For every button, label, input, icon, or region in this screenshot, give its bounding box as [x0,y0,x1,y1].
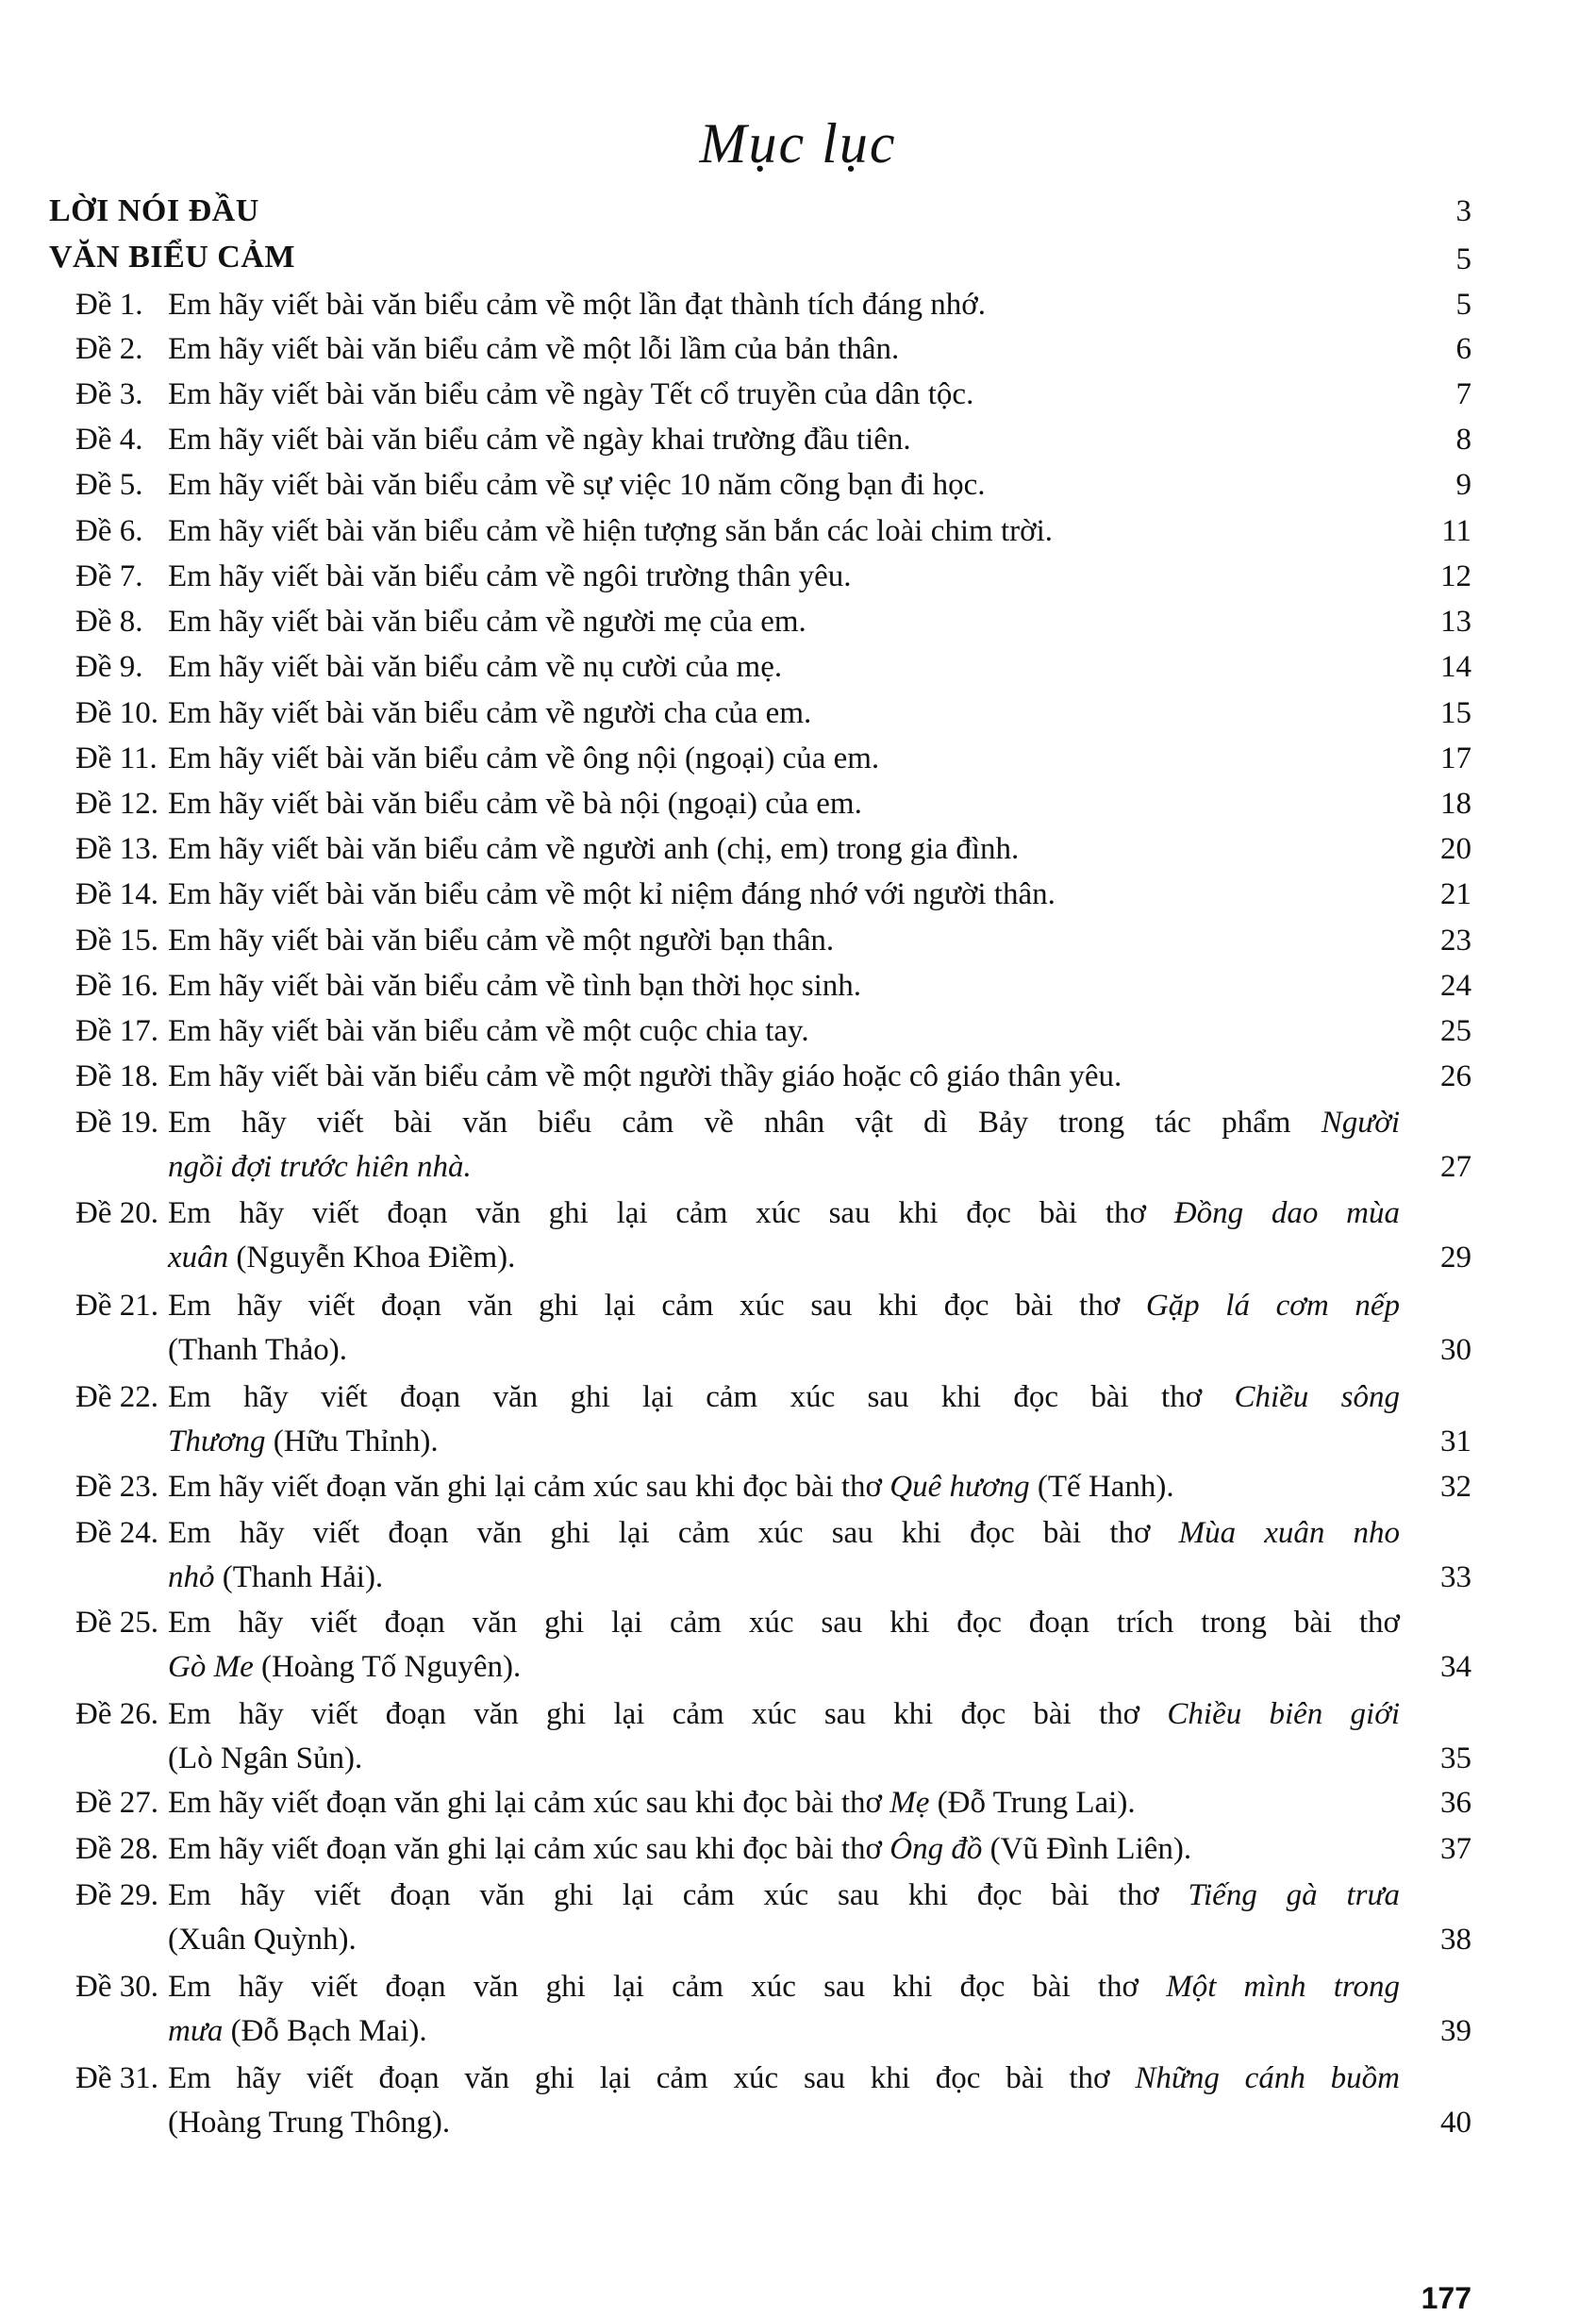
entry-title-continued [168,1425,439,1459]
entry-number: Đề 11. [75,741,158,775]
entry-page-number: 5 [1455,288,1471,322]
entry-title-continued [168,1333,347,1368]
entry-number: Đề 1. [75,288,143,322]
entry-number: Đề 28. [75,1832,158,1866]
entry-title [168,1606,1400,1641]
entry-title-text: Em hãy viết bài văn biểu cảm về tình bạn thời học sinh. [168,969,862,1003]
entry-title-text: Em hãy viết đoạn văn ghi lại cảm xúc sau khi đọc bài thơ [168,1970,1139,2004]
entry-title-text: Em hãy viết bài văn biểu cảm về ngày khai trường đầu tiên. [168,423,911,457]
entry-title [168,377,1400,412]
entry-title [168,1380,1400,1415]
entry-title [168,1516,1400,1551]
work-author: (Đỗ Trung Lai). [929,1786,1136,1820]
entry-page-number: 21 [1440,877,1471,911]
entry-title-text: Em hãy viết đoạn văn ghi lại cảm xúc sau khi đọc bài thơ [168,1786,883,1820]
entry-title [168,924,1400,958]
entry-title-text: Em hãy viết bài văn biểu cảm về một người thầy giáo hoặc cô giáo thân yêu. [168,1059,1122,1093]
entry-number: Đề 3. [75,377,143,411]
entry-title [168,1970,1400,2005]
work-title: Chiều biên giới [1167,1697,1400,1731]
entry-page-number: 38 [1440,1923,1471,1957]
work-author: (Vũ Đình Liên). [982,1832,1192,1866]
entry-page-number: 24 [1440,969,1471,1003]
entry-page-number: 17 [1440,741,1471,775]
entry-title-text: Em hãy viết đoạn văn ghi lại cảm xúc sau khi đọc bài thơ [168,1832,883,1866]
entry-number: Đề 18. [75,1059,158,1093]
entry-title [168,288,1400,323]
entry-number: Đề 6. [75,514,143,548]
entry-title-continued [168,1241,515,1275]
page-title: Mục lục [699,112,897,175]
work-author: (Xuân Quỳnh). [168,1923,357,1957]
entry-number: Đề 27. [75,1786,158,1820]
work-title: ngồi đợi trước hiên nhà. [168,1150,472,1184]
entry-number: Đề 10. [75,696,158,730]
entry-title-text: Em hãy viết đoạn văn ghi lại cảm xúc sau khi đọc đoạn trích trong bài thơ [168,1606,1400,1640]
entry-number: Đề 5. [75,468,143,502]
entry-page-number: 8 [1455,423,1471,457]
entry-number: Đề 19. [75,1106,158,1140]
entry-title [168,1014,1400,1049]
entry-page-number: 15 [1440,696,1471,730]
entry-page-number: 40 [1440,2106,1471,2140]
entry-title-continued [168,1560,383,1595]
entry-title-continued [168,1923,357,1958]
work-title: Những cánh buồm [1135,2061,1400,2095]
entry-title-continued [168,2014,427,2049]
entry-title [168,1289,1400,1324]
section-page-number: 5 [1455,242,1471,276]
entry-page-number: 31 [1440,1425,1471,1458]
work-title: xuân [168,1241,229,1275]
work-author: (Hoàng Trung Thông). [168,2106,451,2140]
work-author: (Hoàng Tố Nguyên). [253,1650,522,1684]
entry-number: Đề 17. [75,1014,158,1048]
entry-title [168,1106,1400,1141]
entry-number: Đề 20. [75,1196,158,1230]
work-title: nhỏ [168,1560,215,1594]
entry-title [168,696,1400,731]
work-title: Thương [168,1425,266,1458]
entry-number: Đề 2. [75,332,143,366]
entry-title-text: Em hãy viết đoạn văn ghi lại cảm xúc sau khi đọc bài thơ [168,1697,1140,1731]
work-title: Mùa xuân nho [1178,1516,1400,1550]
work-title: Gặp lá cơm nếp [1145,1289,1400,1323]
entry-title [168,1470,1400,1505]
entry-title [168,1059,1400,1094]
entry-number: Đề 9. [75,650,143,684]
entry-title-text: Em hãy viết đoạn văn ghi lại cảm xúc sau khi đọc bài thơ [168,2061,1110,2095]
entry-page-number: 18 [1440,787,1471,821]
entry-title-text: Em hãy viết đoạn văn ghi lại cảm xúc sau khi đọc bài thơ [168,1289,1121,1323]
section-heading: VĂN BIỂU CẢM [49,240,295,275]
entry-number: Đề 15. [75,924,158,958]
entry-title [168,468,1400,503]
section-heading: LỜI NÓI ĐẦU [49,193,259,228]
entry-title [168,559,1400,594]
entry-number: Đề 14. [75,877,158,911]
entry-page-number: 25 [1440,1014,1471,1048]
entry-number: Đề 29. [75,1878,158,1912]
entry-page-number: 13 [1440,605,1471,639]
entry-title-text: Em hãy viết bài văn biểu cảm về nhân vật dì Bảy trong tác phẩm [168,1106,1291,1140]
entry-number: Đề 4. [75,423,143,457]
work-title: Mẹ [889,1786,930,1820]
entry-page-number: 20 [1440,832,1471,866]
entry-page-number: 9 [1455,468,1471,502]
entry-title [168,1832,1400,1867]
section-page-number: 3 [1455,194,1471,228]
entry-title [168,605,1400,640]
entry-title [168,650,1400,685]
entry-page-number: 34 [1440,1650,1471,1684]
entry-title [168,741,1400,776]
entry-page-number: 14 [1440,650,1471,684]
entry-title-continued [168,1150,472,1185]
entry-page-number: 39 [1440,2014,1471,2048]
entry-page-number: 37 [1440,1832,1471,1866]
entry-title-text: Em hãy viết bài văn biểu cảm về bà nội (ngoại) của em. [168,787,862,821]
work-title: Quê hương [889,1470,1030,1504]
entry-title [168,877,1400,912]
entry-page-number: 35 [1440,1741,1471,1775]
entry-title-text: Em hãy viết bài văn biểu cảm về ông nội (ngoại) của em. [168,741,880,775]
work-title: Ông đồ [889,1832,983,1866]
work-title: Người [1321,1106,1400,1140]
entry-title-continued [168,1650,521,1685]
work-author: (Đỗ Bạch Mai). [223,2014,427,2048]
entry-title [168,332,1400,367]
entry-page-number: 36 [1440,1786,1471,1820]
work-title: Tiếng gà trưa [1188,1878,1400,1912]
entry-title [168,1196,1400,1231]
entry-number: Đề 7. [75,559,143,593]
entry-title [168,2061,1400,2096]
entry-title-text: Em hãy viết bài văn biểu cảm về người mẹ của em. [168,605,806,639]
entry-number: Đề 31. [75,2061,158,2095]
work-author: (Hữu Thỉnh). [265,1425,439,1458]
work-title: Đồng dao mùa [1173,1196,1400,1230]
entry-title [168,423,1400,458]
work-title: Một mình trong [1166,1970,1400,2004]
entry-title-text: Em hãy viết đoạn văn ghi lại cảm xúc sau khi đọc bài thơ [168,1196,1146,1230]
entry-title-text: Em hãy viết bài văn biểu cảm về nụ cười của mẹ. [168,650,783,684]
work-title: Chiều sông [1234,1380,1400,1414]
entry-page-number: 11 [1441,514,1471,548]
entry-number: Đề 26. [75,1697,158,1731]
entry-title-text: Em hãy viết đoạn văn ghi lại cảm xúc sau khi đọc bài thơ [168,1380,1203,1414]
entry-number: Đề 13. [75,832,158,866]
entry-number: Đề 25. [75,1606,158,1640]
entry-page-number: 33 [1440,1560,1471,1594]
entry-title-text: Em hãy viết bài văn biểu cảm về người anh (chị, em) trong gia đình. [168,832,1020,866]
entry-title-text: Em hãy viết bài văn biểu cảm về ngôi trường thân yêu. [168,559,852,593]
entry-title [168,787,1400,822]
entry-number: Đề 24. [75,1516,158,1550]
entry-page-number: 29 [1440,1241,1471,1275]
entry-title-text: Em hãy viết đoạn văn ghi lại cảm xúc sau khi đọc bài thơ [168,1516,1151,1550]
entry-number: Đề 23. [75,1470,158,1504]
entry-number: Đề 30. [75,1970,158,2004]
entry-title-text: Em hãy viết bài văn biểu cảm về một người bạn thân. [168,924,835,958]
entry-title-text: Em hãy viết đoạn văn ghi lại cảm xúc sau khi đọc bài thơ [168,1878,1159,1912]
entry-number: Đề 21. [75,1289,158,1323]
entry-page-number: 7 [1455,377,1471,411]
work-author: (Tế Hanh). [1029,1470,1174,1504]
entry-title-text: Em hãy viết bài văn biểu cảm về người cha của em. [168,696,812,730]
work-author: (Lò Ngân Sủn). [168,1741,363,1775]
entry-title [168,832,1400,867]
entry-title-text: Em hãy viết bài văn biểu cảm về hiện tượng săn bắn các loài chim trời. [168,514,1053,548]
entry-title-text: Em hãy viết bài văn biểu cảm về ngày Tết cổ truyền của dân tộc. [168,377,974,411]
entry-page-number: 6 [1455,332,1471,366]
entry-page-number: 23 [1440,924,1471,958]
entry-title-text: Em hãy viết bài văn biểu cảm về một lần đạt thành tích đáng nhớ. [168,288,986,322]
entry-page-number: 27 [1440,1150,1471,1184]
entry-title-text: Em hãy viết bài văn biểu cảm về sự việc 10 năm cõng bạn đi học. [168,468,986,502]
entry-title [168,1697,1400,1732]
entry-page-number: 26 [1440,1059,1471,1093]
entry-number: Đề 22. [75,1380,158,1414]
entry-title [168,1786,1400,1821]
entry-number: Đề 16. [75,969,158,1003]
work-author: (Thanh Hải). [214,1560,384,1594]
entry-number: Đề 12. [75,787,158,821]
entry-title-text: Em hãy viết bài văn biểu cảm về một kỉ niệm đáng nhớ với người thân. [168,877,1056,911]
entry-title-text: Em hãy viết bài văn biểu cảm về một cuộc chia tay. [168,1014,809,1048]
work-author: (Nguyễn Khoa Điềm). [228,1241,516,1275]
work-author: (Thanh Thảo). [168,1333,347,1367]
entry-title-text: Em hãy viết đoạn văn ghi lại cảm xúc sau khi đọc bài thơ [168,1470,883,1504]
entry-title [168,969,1400,1004]
work-title: mưa [168,2014,224,2048]
entry-title-text: Em hãy viết bài văn biểu cảm về một lỗi lầm của bản thân. [168,332,900,366]
entry-page-number: 30 [1440,1333,1471,1367]
entry-title [168,514,1400,549]
entry-number: Đề 8. [75,605,143,639]
page-number: 177 [1421,2281,1471,2315]
entry-title-continued [168,2106,450,2141]
work-title: Gò Me [168,1650,254,1684]
entry-page-number: 32 [1440,1470,1471,1504]
entry-title [168,1878,1400,1913]
entry-title-continued [168,1741,362,1776]
entry-page-number: 12 [1440,559,1471,593]
